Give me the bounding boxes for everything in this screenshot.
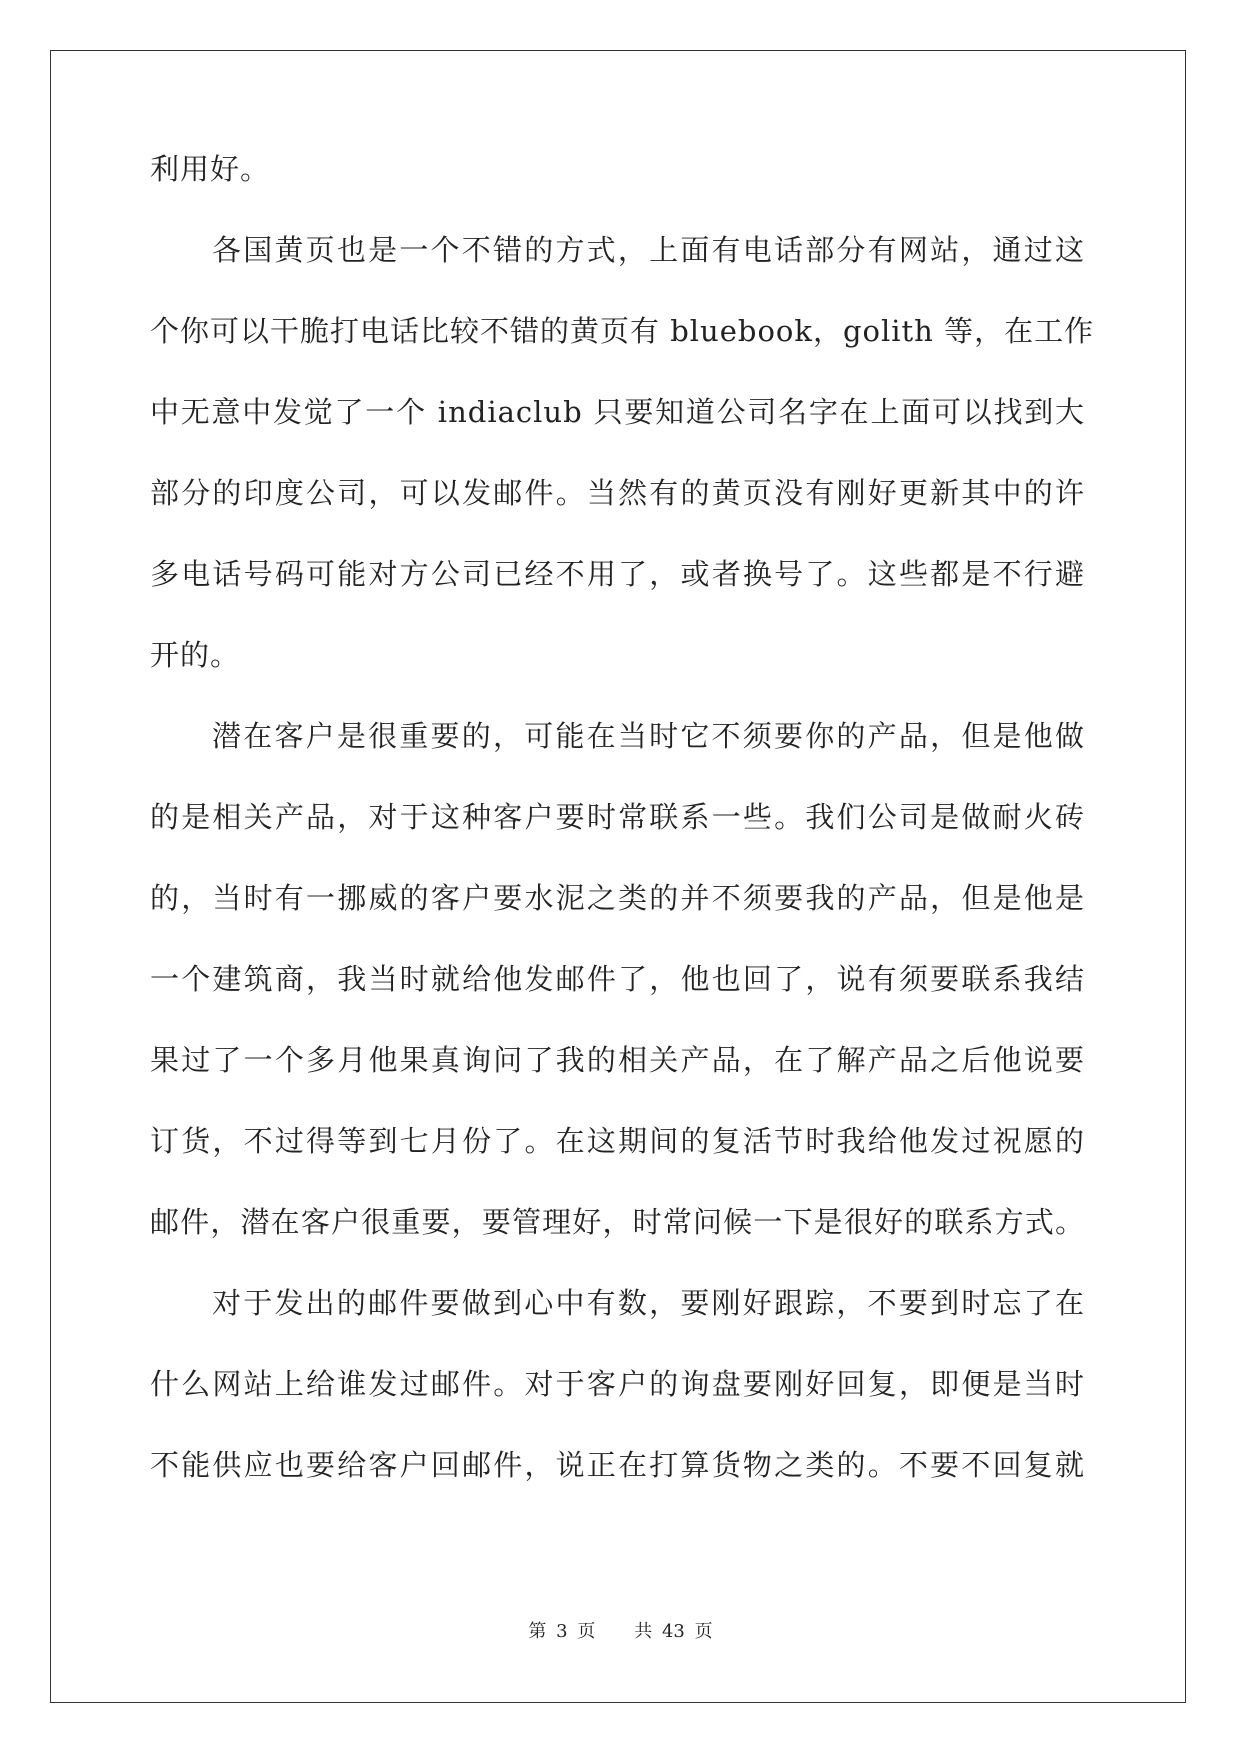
text-line: 不能供应也要给客户回邮件，说正在打算货物之类的。不要不回复就: [150, 1448, 1085, 1482]
text-line: 部分的印度公司，可以发邮件。当然有的黄页没有刚好更新其中的许: [150, 476, 1085, 510]
text-line: 邮件，潜在客户很重要，要管理好，时常问候一下是很好的联系方式。: [150, 1205, 1085, 1239]
text-line: 利用好。: [150, 152, 271, 186]
text-line: 一个建筑商，我当时就给他发邮件了，他也回了，说有须要联系我结: [150, 962, 1085, 996]
page-separator: [595, 1621, 634, 1642]
total-pages-label: 共 43 页: [634, 1621, 713, 1642]
text-line: 开的。: [150, 638, 241, 672]
text-line: 多电话号码可能对方公司已经不用了，或者换号了。这些都是不行避: [150, 557, 1085, 591]
document-body: [150, 148, 1095, 1525]
paragraph-first-line: 对于发出的邮件要做到心中有数，要刚好跟踪，不要到时忘了在: [212, 1286, 1085, 1320]
text-line: 订货，不过得等到七月份了。在这期间的复活节时我给他发过祝愿的: [150, 1124, 1085, 1158]
text-line: 中无意中发觉了一个 indiaclub 只要知道公司名字在上面可以找到大: [150, 395, 1085, 429]
page-number: [0, 1617, 1241, 1643]
text-line: 果过了一个多月他果真询问了我的相关产品，在了解产品之后他说要: [150, 1043, 1085, 1077]
text-line: 的，当时有一挪威的客户要水泥之类的并不须要我的产品，但是他是: [150, 881, 1085, 915]
paragraph-first-line: 潜在客户是很重要的，可能在当时它不须要你的产品，但是他做: [212, 719, 1085, 753]
page-label: 第 3 页: [528, 1621, 596, 1642]
paragraph-first-line: 各国黄页也是一个不错的方式，上面有电话部分有网站，通过这: [212, 233, 1085, 267]
text-line: 个你可以干脆打电话比较不错的黄页有 bluebook，golith 等，在工作: [150, 314, 1095, 348]
text-line: 的是相关产品，对于这种客户要时常联系一些。我们公司是做耐火砖: [150, 800, 1085, 834]
text-line: 什么网站上给谁发过邮件。对于客户的询盘要刚好回复，即便是当时: [150, 1367, 1085, 1401]
